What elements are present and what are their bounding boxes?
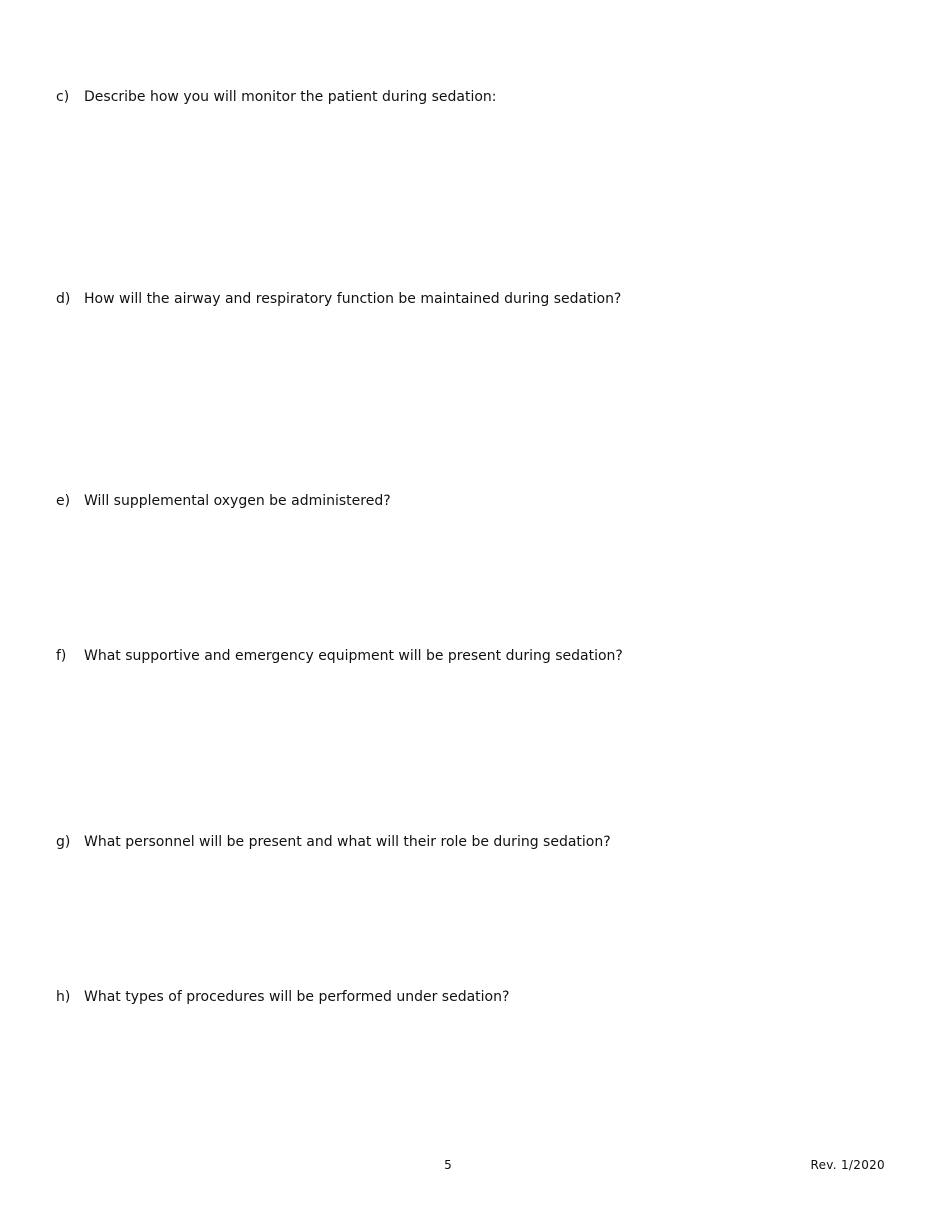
question-text: Will supplemental oxygen be administered?: [84, 493, 391, 509]
answer-area-c[interactable]: [84, 112, 884, 282]
question-text: Describe how you will monitor the patient during sedation:: [84, 89, 497, 105]
question-letter: h): [56, 989, 71, 1005]
question-text: What personnel will be present and what will their role be during sedation?: [84, 834, 611, 850]
question-text: How will the airway and respiratory function be maintained during sedation?: [84, 291, 622, 307]
answer-area-f[interactable]: [84, 671, 884, 826]
answer-area-h[interactable]: [84, 1012, 884, 1152]
page-number: 5: [444, 1158, 452, 1172]
answer-area-g[interactable]: [84, 857, 884, 981]
question-letter: e): [56, 493, 71, 509]
question-letter: g): [56, 834, 71, 850]
question-text: What types of procedures will be performed under sedation?: [84, 989, 510, 1005]
question-letter: c): [56, 89, 70, 105]
question-letter: f): [56, 648, 67, 664]
question-letter: d): [56, 291, 71, 307]
question-text: What supportive and emergency equipment will be present during sedation?: [84, 648, 623, 664]
answer-area-e[interactable]: [84, 516, 884, 640]
revision-label: Rev. 1/2020: [810, 1158, 885, 1172]
answer-area-d[interactable]: [84, 314, 884, 484]
